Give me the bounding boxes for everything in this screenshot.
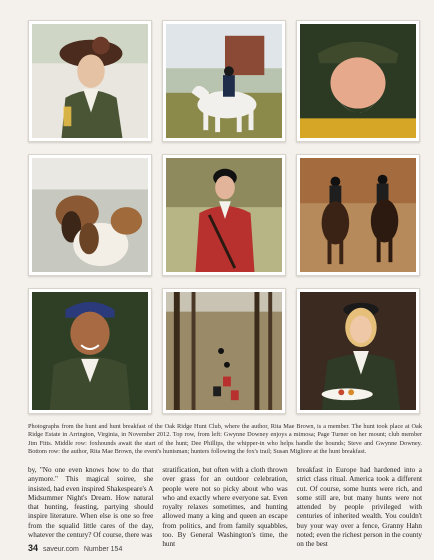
page-footer [28,543,122,553]
photo-rider-on-white-horse [162,20,286,142]
body-column-1: by, "No one even knows how to do that anymore." This magical soiree, she insisted, had even inspired Shakespeare's A Midsummer Night's Dream. How natural that hunting, feasting, partying should inspire literature. When else is one so free from the squalid little cares of the day, whatever the century? Of course, there was [28,466,154,540]
photo-two-riders [296,154,420,276]
photo-whipper-in-red-coat [162,154,286,276]
photo-woman-with-mimosa [28,20,152,142]
site-url: saveur.com [43,546,79,553]
photo-foxhounds [28,154,152,276]
issue-number: Number 154 [83,546,123,553]
body-column-2: stratification, but often with a cloth thrown over grass for an outdoor celebration, people were not so picky about who was who and exactly where everyone sat. Even royalty relaxes sometimes, and hunting allowed many a king and queen an escape from politics, and from family squabbles, too. By General Washington's time, the hunt [162,466,288,549]
photo-hunters-on-trail [162,288,286,414]
photo-woman-at-breakfast [296,288,420,414]
body-column-3: breakfast in Europe had hardened into a strict class ritual. America took a different cut. Of course, some hunts were rich, and some still are, but many hunts were not attended by people privileged with centuries of inherited wealth. You couldn't buy your way over a fence, Granny Hahn noted; even the richest person in the county on the best [296,466,422,549]
photo-man-with-white-beard [296,20,420,142]
photo-author-huntsman [28,288,152,414]
page-number: 34 [28,543,39,553]
photo-caption: Photographs from the hunt and hunt breakfast of the Oak Ridge Hunt Club, where the author, Rita Mae Brown, is a member. The hunt took place at Oak Ridge Estate in Arrington, Virginia, in November 2012. Top row, from left: Gwynne Downey enjoys a mimosa; Page Turner on her mount; club member Jim Fitts. Middle row: foxhounds await the start of the hunt; Dee Phillips, the whipper-in who helps handle the hounds; Steve and Gwynne Downey. Bottom row: the author, Rita Mae Brown, the event's huntsman; hunters following the fox's trail; Susan Migliore at the hunt breakfast. [28,423,422,455]
